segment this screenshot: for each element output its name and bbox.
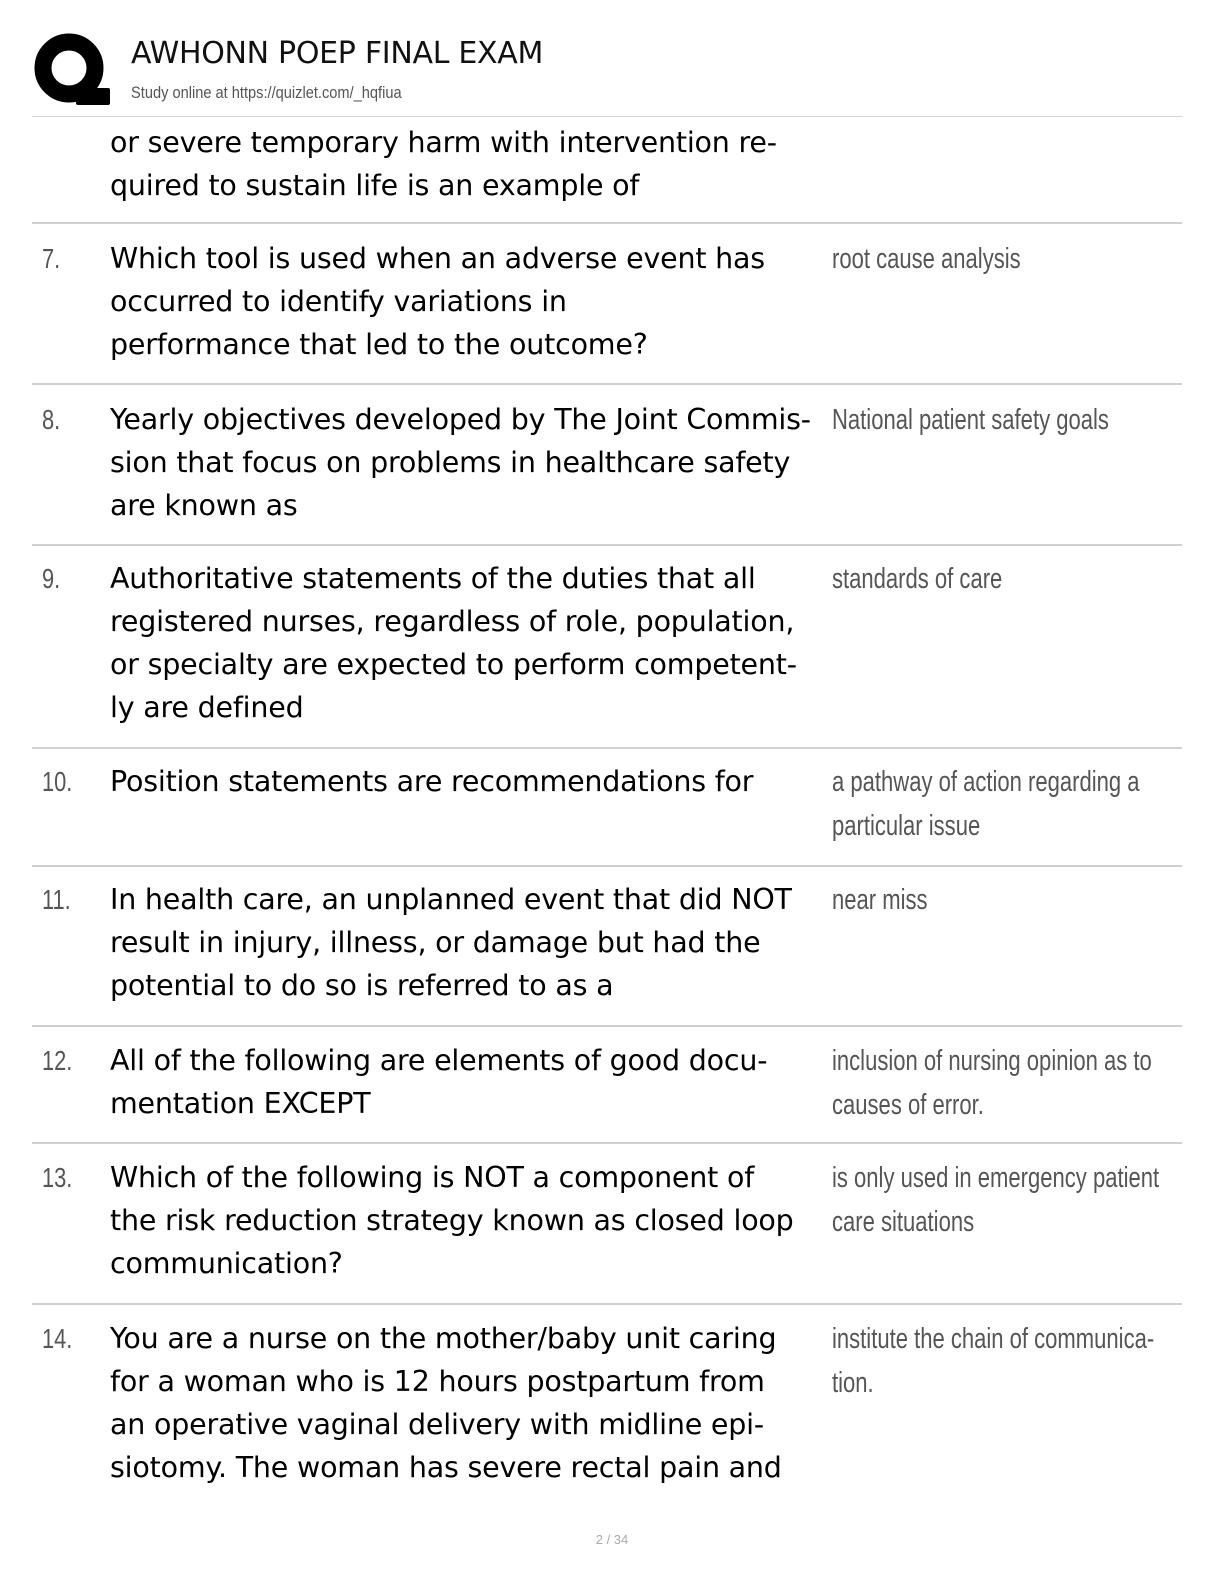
card-number: 12. — [42, 1045, 73, 1076]
card-number: 9. — [42, 563, 61, 594]
continued-card — [32, 117, 1182, 224]
card-question: All of the following are elements of good docu- mentation EXCEPT — [110, 1044, 768, 1120]
card-question: Yearly objectives developed by The Joint Commis- sion that focus on problems in healthcare safety are known as — [110, 403, 811, 522]
continued-question-text: or severe temporary harm with intervention re- quired to sustain life is an example of — [110, 126, 777, 202]
card-question: Which tool is used when an adverse event has occurred to identify variations in performance that led to the outcome? — [110, 242, 765, 361]
card-answer: standards of care — [832, 563, 1003, 595]
card-answer: a pathway of action regarding a particular issue — [832, 766, 1140, 842]
card-13 — [32, 1144, 1182, 1305]
card-question: Position statements are recommendations for — [110, 765, 754, 798]
card-question: You are a nurse on the mother/baby unit caring for a woman who is 12 hours postpartum from an operative vaginal delivery with midline epi- siotomy. The woman has severe rectal pain and — [110, 1322, 782, 1484]
page-number: 2 / 34 — [595, 1532, 629, 1547]
card-question: In health care, an unplanned event that did NOT result in injury, illness, or damage but had the potential to do so is referred to as a — [110, 883, 792, 1002]
card-answer: institute the chain of communica- tion. — [832, 1323, 1155, 1399]
card-14 — [32, 1305, 1182, 1495]
card-number: 8. — [42, 404, 61, 435]
card-number: 10. — [42, 766, 73, 797]
card-number: 13. — [42, 1162, 73, 1193]
quizlet-logo-icon — [32, 30, 112, 110]
card-answer: inclusion of nursing opinion as to causes of error. — [832, 1045, 1152, 1121]
card-answer: root cause analysis — [832, 243, 1021, 275]
study-online-link[interactable]: Study online at https://quizlet.com/_hqfiua — [131, 83, 402, 102]
document-title: AWHONN POEP FINAL EXAM — [131, 36, 544, 71]
card-10 — [32, 749, 1182, 867]
card-12 — [32, 1027, 1182, 1144]
card-answer: is only used in emergency patient care situations — [832, 1162, 1160, 1238]
card-number: 7. — [42, 243, 61, 274]
card-11 — [32, 867, 1182, 1027]
card-8 — [32, 385, 1182, 546]
card-question: Authoritative statements of the duties that all registered nurses, regardless of role, population, or specialty are expected to perform competent- ly are defined — [110, 562, 797, 724]
page-header — [0, 0, 1224, 118]
card-number: 14. — [42, 1323, 73, 1354]
card-question: Which of the following is NOT a component of the risk reduction strategy known as closed loop communication? — [110, 1161, 794, 1280]
card-answer: National patient safety goals — [832, 404, 1109, 436]
card-answer: near miss — [832, 884, 928, 916]
card-number: 11. — [42, 884, 71, 915]
card-7 — [32, 224, 1182, 385]
card-9 — [32, 546, 1182, 749]
